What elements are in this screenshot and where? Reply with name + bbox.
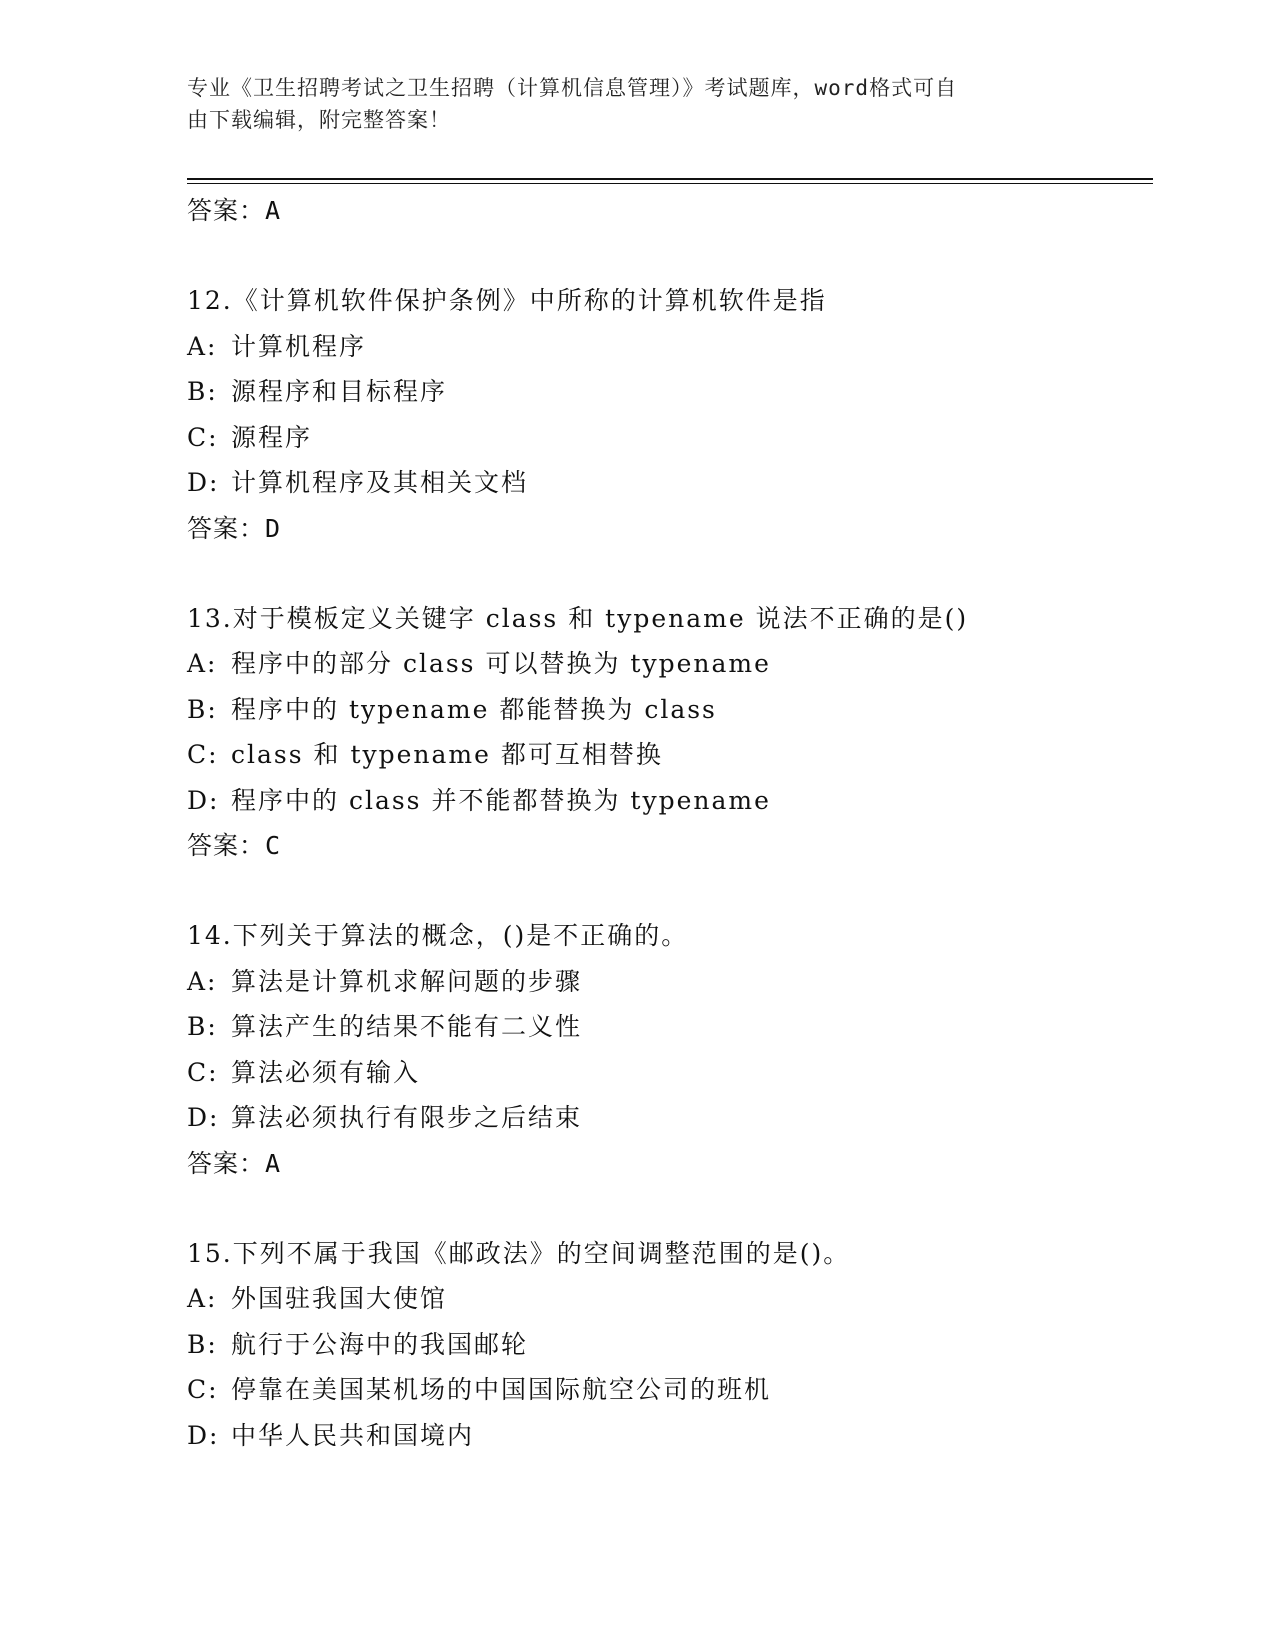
option-text: 程序中的部分 class 可以替换为 typename	[231, 649, 771, 678]
option-a	[187, 641, 1153, 687]
option-key: C:	[187, 1375, 219, 1404]
answer-value: A	[265, 1148, 282, 1178]
option-text: 航行于公海中的我国邮轮	[231, 1329, 529, 1359]
option-text: 算法是计算机求解问题的步骤	[231, 966, 583, 996]
header-line-2: 由下载编辑，附完整答案！	[187, 108, 451, 132]
option-text: class 和 typename 都可互相替换	[231, 740, 663, 769]
option-b	[187, 369, 1153, 415]
option-text: 源程序	[231, 422, 313, 452]
option-a	[187, 959, 1153, 1005]
option-text: 中华人民共和国境内	[231, 1420, 475, 1450]
option-key: A:	[187, 966, 218, 996]
option-text: 计算机程序	[231, 331, 367, 361]
header-divider	[187, 178, 1153, 180]
answer-label: 答案：	[187, 1148, 266, 1178]
question-13	[187, 596, 1153, 869]
question-14	[187, 913, 1153, 1186]
answer-label: 答案：	[187, 831, 266, 860]
option-key: C:	[187, 740, 219, 769]
question-title: 15.下列不属于我国《邮政法》的空间调整范围的是()。	[187, 1238, 851, 1268]
option-key: D:	[187, 468, 220, 497]
answer-label: 答案：	[187, 196, 266, 225]
question-title: 14.下列关于算法的概念，()是不正确的。	[187, 921, 689, 950]
option-c	[187, 732, 1153, 778]
question-answer	[187, 506, 1153, 551]
option-a	[187, 1276, 1153, 1322]
question-answer	[187, 823, 1153, 868]
header-divider-thin	[187, 183, 1153, 184]
option-text: 外国驻我国大使馆	[231, 1284, 448, 1313]
option-key: B:	[187, 694, 218, 724]
option-text: 计算机程序及其相关文档	[231, 468, 529, 497]
option-key: B:	[187, 1329, 218, 1359]
option-b	[187, 1004, 1153, 1050]
option-text: 算法产生的结果不能有二义性	[231, 1012, 583, 1041]
option-key: A:	[187, 331, 218, 361]
option-d	[187, 1413, 1153, 1459]
question-15	[187, 1231, 1153, 1459]
option-a	[187, 324, 1153, 370]
option-key: C:	[187, 1057, 219, 1087]
question-title: 12.《计算机软件保护条例》中所称的计算机软件是指	[187, 286, 827, 315]
answer-label: 答案：	[187, 513, 266, 543]
document-header	[187, 72, 1067, 136]
option-b	[187, 687, 1153, 733]
answer-value: C	[265, 831, 282, 860]
option-b	[187, 1322, 1153, 1368]
option-text: 算法必须有输入	[231, 1057, 421, 1087]
question-list	[187, 188, 1153, 1458]
option-c	[187, 1050, 1153, 1096]
answer-value: D	[265, 513, 282, 543]
header-line-1: 专业《卫生招聘考试之卫生招聘（计算机信息管理）》考试题库，word格式可自	[187, 76, 958, 100]
option-text: 程序中的 class 并不能都替换为 typename	[231, 785, 771, 815]
option-text: 停靠在美国某机场的中国国际航空公司的班机	[231, 1375, 772, 1404]
option-key: A:	[187, 649, 218, 678]
option-key: D:	[187, 1103, 220, 1132]
option-key: D:	[187, 785, 220, 815]
option-d	[187, 1095, 1153, 1141]
option-d	[187, 460, 1153, 506]
option-c	[187, 415, 1153, 461]
option-d	[187, 778, 1153, 824]
option-c	[187, 1367, 1153, 1413]
option-text: 源程序和目标程序	[231, 377, 448, 406]
question-12	[187, 278, 1153, 551]
option-key: A:	[187, 1284, 218, 1313]
option-key: B:	[187, 377, 218, 406]
option-text: 程序中的 typename 都能替换为 class	[231, 694, 717, 724]
question-answer	[187, 1141, 1153, 1186]
option-key: D:	[187, 1420, 220, 1450]
option-text: 算法必须执行有限步之后结束	[231, 1103, 583, 1132]
option-key: C:	[187, 422, 219, 452]
question-title: 13.对于模板定义关键字 class 和 typename 说法不正确的是()	[187, 603, 969, 633]
previous-answer	[187, 188, 1153, 233]
answer-value: A	[265, 196, 282, 225]
option-key: B:	[187, 1012, 218, 1041]
